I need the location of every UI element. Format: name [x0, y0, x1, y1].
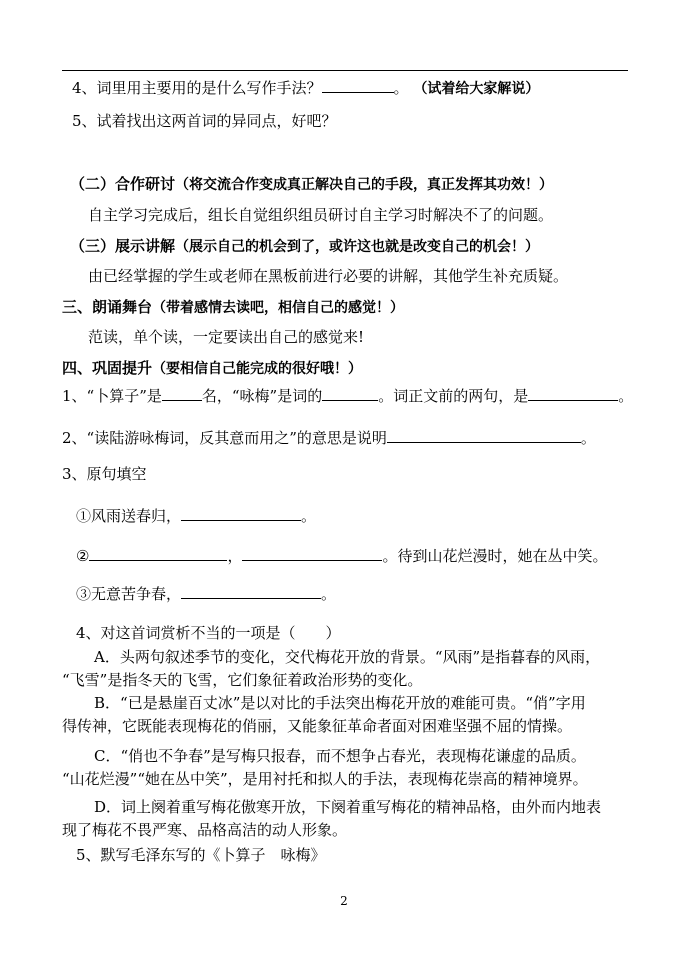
fill-line-text: ②: [76, 547, 90, 565]
punct: 。: [393, 79, 409, 97]
punct: 。: [301, 507, 317, 525]
page-number: 2: [340, 894, 348, 908]
answer-blank[interactable]: [528, 386, 618, 401]
answer-blank[interactable]: [181, 506, 301, 521]
option-c-line-2: “山花烂漫”“她在丛中笑”，是用衬托和拟人的手法，表现梅花崇高的精神境界。: [62, 770, 588, 788]
section-title: 四、巩固提升: [62, 359, 153, 377]
option-d-line-2: 现了梅花不畏严寒、品格高洁的动人形象。: [62, 821, 348, 839]
punct: 。: [618, 387, 634, 405]
section-title: （二）合作研讨: [70, 175, 176, 193]
section-body: 范读，单个读，一定要读出自己的感觉来!: [88, 328, 365, 346]
punct: 。: [580, 429, 596, 447]
fill-line-1: [76, 506, 316, 526]
item-1-text: 1、“卜算子”是: [62, 387, 162, 405]
item-3-title: 3、原句填空: [62, 465, 147, 483]
section-title: 三、朗诵舞台: [62, 298, 153, 316]
option-d-line-1[interactable]: D．词上阕着重写梅花傲寒开放，下阕着重写梅花的精神品格，由外而内地表: [94, 798, 602, 816]
answer-blank[interactable]: [242, 546, 382, 561]
fill-line-text: ①风雨送春归，: [76, 507, 182, 525]
section-note: （要相信自己能完成的很好哦！）: [152, 361, 363, 377]
fill-line-2: [76, 546, 607, 566]
answer-blank[interactable]: [387, 428, 581, 443]
item-2-text: 2、“读陆游咏梅词，反其意而用之”的意思是说明: [62, 429, 387, 447]
fill-line-3: [76, 584, 336, 604]
fill-line-text: 。待到山花烂漫时，她在丛中笑。: [382, 547, 608, 565]
section-recitation: [62, 297, 404, 318]
section-consolidation: [62, 358, 362, 379]
answer-blank[interactable]: [322, 386, 378, 401]
question-4: [72, 78, 539, 99]
section-cooperative-study: [70, 174, 553, 195]
answer-blank[interactable]: [181, 584, 321, 599]
fill-line-text: ③无意苦争春，: [76, 585, 182, 603]
header-rule: [62, 70, 628, 71]
item-1: [62, 386, 633, 406]
answer-blank[interactable]: [322, 78, 394, 93]
punct: ，: [227, 547, 243, 565]
section-presentation: [70, 236, 539, 257]
item-4-stem: 4、对这首词赏析不当的一项是（ ）: [76, 624, 341, 642]
punct: 。: [321, 585, 337, 603]
option-a-line-1[interactable]: A．头两句叙述季节的变化，交代梅花开放的背景。“风雨”是指暮春的风雨，: [94, 648, 601, 666]
question-4-note: （试着给大家解说）: [413, 81, 540, 97]
item-5: 5、默写毛泽东写的《卜算子 咏梅》: [76, 846, 326, 864]
answer-blank[interactable]: [89, 546, 227, 561]
option-b-line-1[interactable]: B．“已是悬崖百丈冰”是以对比的手法突出梅花开放的难能可贵。“俏”字用: [94, 694, 586, 712]
answer-blank[interactable]: [162, 386, 202, 401]
section-body: 由已经掌握的学生或老师在黑板前进行必要的讲解，其他学生补充质疑。: [88, 267, 569, 285]
section-note: （展示自己的机会到了，或许这也就是改变自己的机会！）: [175, 239, 540, 255]
section-title: （三）展示讲解: [70, 237, 176, 255]
question-4-text: 4、词里用主要用的是什么写作手法？: [72, 79, 322, 97]
option-b-line-2: 得传神，它既能表现梅花的俏丽，又能象征革命者面对困难坚强不屈的情操。: [62, 717, 573, 735]
item-1-text: 名，“咏梅”是词的: [201, 387, 323, 405]
section-body: 自主学习完成后，组长自觉组织组员研讨自主学习时解决不了的问题。: [88, 206, 554, 224]
option-c-line-1[interactable]: C．“俏也不争春”是写梅只报春，而不想争占春光，表现梅花谦虚的品质。: [94, 747, 586, 765]
option-a-line-2: “飞雪”是指冬天的飞雪，它们象征着政治形势的变化。: [62, 671, 423, 689]
item-1-text: 。词正文前的两句，是: [378, 387, 529, 405]
item-2: [62, 428, 596, 448]
section-note: （带着感情去读吧，相信自己的感觉！）: [152, 300, 405, 316]
question-5: 5、试着找出这两首词的异同点，好吧？: [72, 112, 337, 130]
section-note: （将交流合作变成真正解决自己的手段，真正发挥其功效！）: [175, 177, 554, 193]
